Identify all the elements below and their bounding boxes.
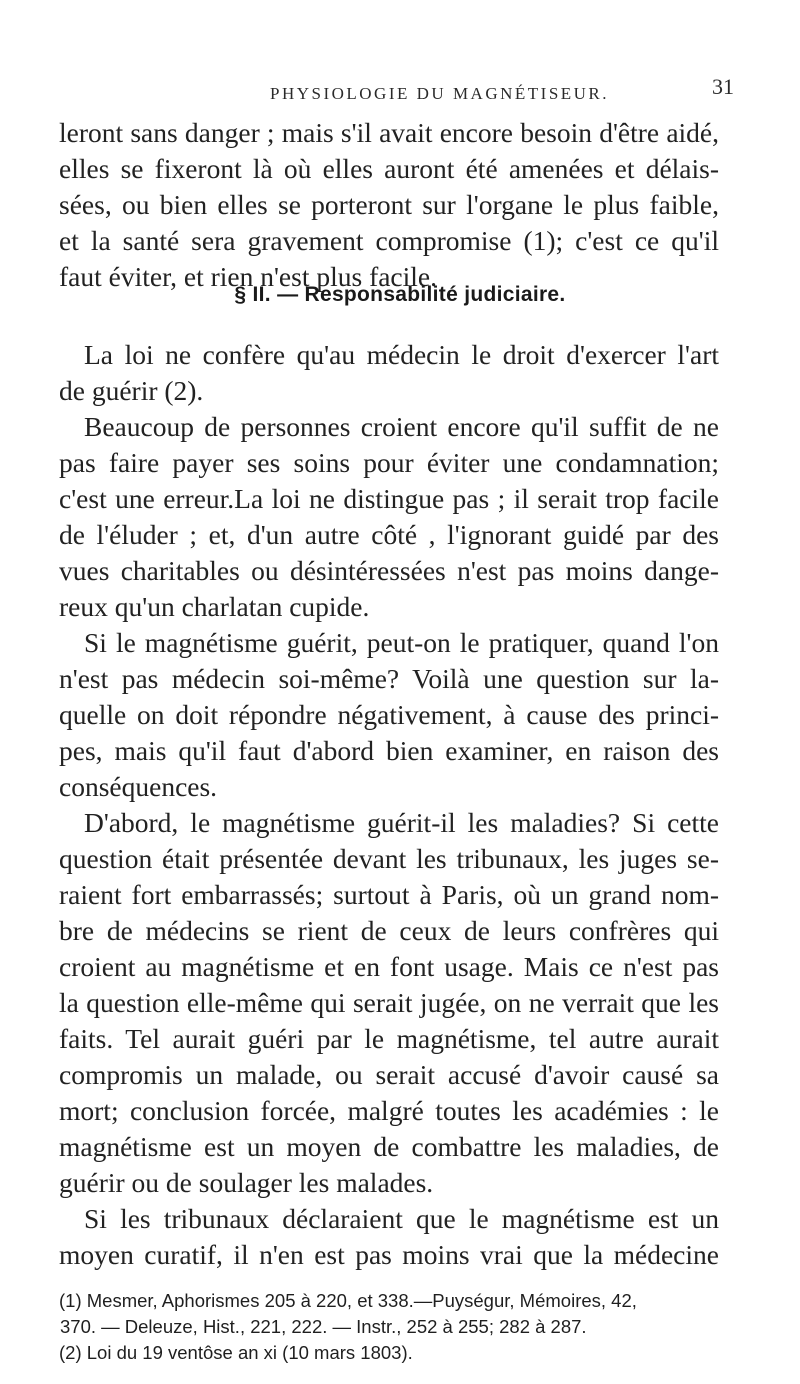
text-line: de guérir (2). — [59, 375, 204, 406]
text-line: faits. Tel aurait guéri par le magnétisme, tel autre aurait — [59, 1023, 719, 1054]
text-line: moyen curatif, il n'en est pas moins vrai que la médecine — [59, 1239, 719, 1270]
text-line: question était présentée devant les tribunaux, les juges se- — [59, 843, 719, 874]
text-line: bre de médecins se rient de ceux de leurs confrères qui — [59, 915, 719, 946]
text-line: compromis un malade, ou serait accusé d'avoir causé sa — [59, 1059, 719, 1090]
text-line: de l'éluder ; et, d'un autre côté , l'ignorant guidé par des — [59, 519, 719, 550]
text-line: c'est une erreur.La loi ne distingue pas ; il serait trop facile — [59, 483, 719, 514]
text-line: sées, ou bien elles se porteront sur l'organe le plus faible, — [59, 189, 719, 220]
text-line: et la santé sera gravement compromise (1); c'est ce qu'il — [59, 225, 719, 256]
running-title: PHYSIOLOGIE DU MAGNÉTISEUR. — [270, 84, 610, 103]
text-line: Beaucoup de personnes croient encore qu'il suffit de ne — [84, 411, 719, 442]
text-line: vues charitables ou désintéressées n'est pas moins dange- — [59, 555, 719, 586]
footnote-line: (2) Loi du 19 ventôse an xi (10 mars 1803). — [59, 1342, 413, 1363]
text-line: quelle on doit répondre négativement, à cause des princi- — [59, 699, 719, 730]
footnote-line: 370. — Deleuze, Hist., 221, 222. — Instr., 252 à 255; 282 à 287. — [60, 1316, 587, 1337]
text-line: pas faire payer ses soins pour éviter une condamnation; — [59, 447, 719, 478]
section-heading: § II. — Responsabilité judiciaire. — [234, 283, 566, 306]
text-line: raient fort embarrassés; surtout à Paris, où un grand nom- — [59, 879, 719, 910]
text-line: D'abord, le magnétisme guérit-il les maladies? Si cette — [84, 807, 719, 838]
footnote-line: (1) Mesmer, Aphorismes 205 à 220, et 338.—Puységur, Mémoires, 42, — [59, 1290, 637, 1311]
text-line: magnétisme est un moyen de combattre les maladies, de — [59, 1131, 719, 1162]
text-line: elles se fixeront là où elles auront été amenées et délais- — [59, 153, 719, 184]
text-line: mort; conclusion forcée, malgré toutes les académies : le — [59, 1095, 719, 1126]
text-line: la question elle-même qui serait jugée, on ne verrait que les — [59, 987, 719, 1018]
text-line: reux qu'un charlatan cupide. — [59, 591, 370, 622]
text-line: croient au magnétisme et en font usage. Mais ce n'est pas — [59, 951, 719, 982]
text-line: Si les tribunaux déclaraient que le magnétisme est un — [84, 1203, 719, 1234]
text-line: guérir ou de soulager les malades. — [59, 1167, 434, 1198]
text-line: faut éviter, et rien n'est plus facile. — [59, 261, 438, 292]
text-line: leront sans danger ; mais s'il avait encore besoin d'être aidé, — [59, 117, 719, 148]
text-line: pes, mais qu'il faut d'abord bien examiner, en raison des — [59, 735, 719, 766]
page-number: 31 — [712, 74, 734, 99]
text-line: La loi ne confère qu'au médecin le droit d'exercer l'art — [84, 339, 719, 370]
text-line: Si le magnétisme guérit, peut-on le pratiquer, quand l'on — [84, 627, 719, 658]
text-line: conséquences. — [59, 771, 218, 802]
text-line: n'est pas médecin soi-même? Voilà une question sur la- — [59, 663, 719, 694]
